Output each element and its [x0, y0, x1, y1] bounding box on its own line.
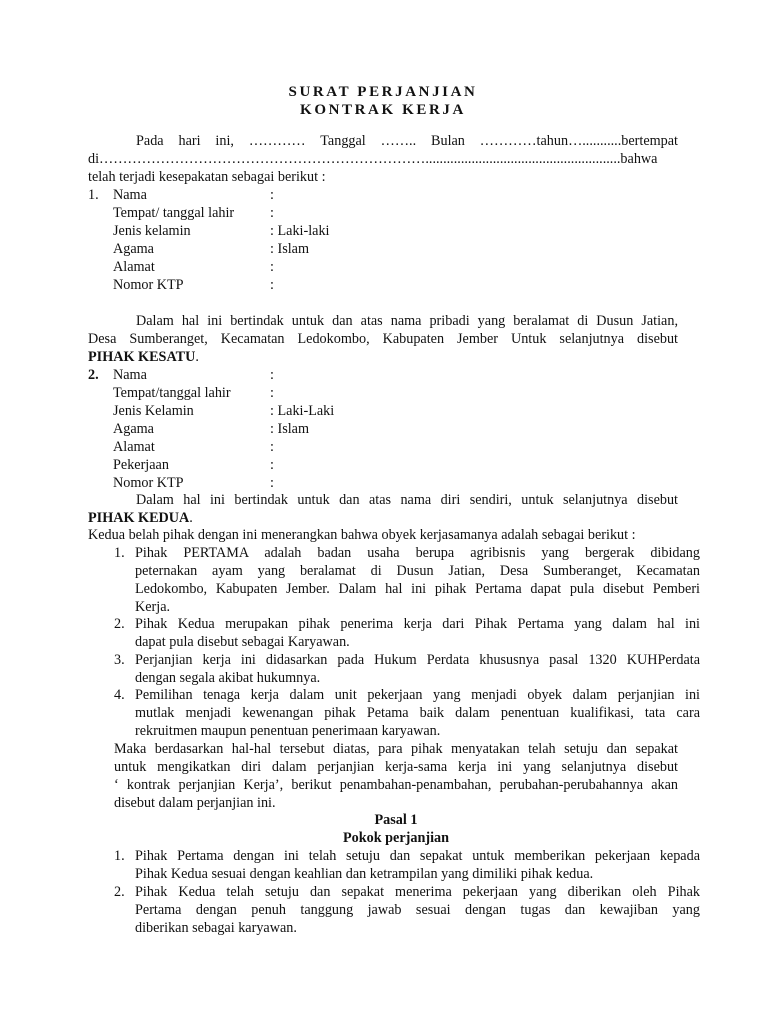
field-label: Nama	[113, 367, 147, 383]
list-line: Pihak Pertama dengan ini telah setuju dan sepakat untuk memberikan pekerjaan kepada	[135, 848, 700, 864]
field-value: :	[270, 205, 274, 221]
list-line: dengan segala akibat hukumnya.	[135, 670, 321, 686]
field-label: Nama	[113, 187, 147, 203]
party2-row-name	[88, 367, 678, 385]
party2-row-religion	[88, 421, 678, 439]
list-number: 2.	[114, 884, 125, 900]
field-label: Jenis Kelamin	[113, 403, 194, 419]
closing-line-3: ‘ kontrak perjanjian Kerja’, berikut penambahan-penambahan, perubahan-perubahannya akan	[114, 777, 678, 793]
party1-row-religion	[88, 241, 678, 259]
field-label: Tempat/tanggal lahir	[113, 385, 231, 401]
party2-role-end: .	[189, 510, 193, 526]
list-line: Pihak Kedua sesuai dengan keahlian dan ketrampilan yang dimiliki pihak kedua.	[135, 866, 594, 882]
list-line: mutlak menjadi kewenangan pihak Petama baik dalam penentuan kualifikasi, tata cara	[135, 705, 700, 721]
field-label: Pekerjaan	[113, 457, 169, 473]
party1-role-line	[88, 349, 678, 367]
party2-row-address	[88, 439, 678, 457]
list-number: 3.	[114, 652, 125, 668]
field-value: :	[270, 367, 274, 383]
field-label: Agama	[113, 241, 154, 257]
party1-row-gender	[88, 223, 678, 241]
field-value: : Islam	[270, 241, 310, 257]
party2-row-gender	[88, 403, 678, 421]
list-number: 2.	[114, 616, 125, 632]
list-line: Pemilihan tenaga kerja dalam unit pekerjaan yang menjadi obyek dalam perjanjian ini	[135, 687, 700, 703]
party1-row-ktp	[88, 277, 678, 295]
field-value: : Islam	[270, 421, 310, 437]
closing-line-4: disebut dalam perjanjian ini.	[114, 795, 276, 811]
field-label: Tempat/ tanggal lahir	[113, 205, 235, 221]
party2-role-line	[88, 510, 678, 528]
party1-row-address	[88, 259, 678, 277]
party2-number: 2.	[88, 367, 99, 383]
pasal-heading: Pasal 1	[374, 812, 418, 828]
field-value: :	[270, 475, 274, 491]
field-value: :	[270, 439, 274, 455]
party1-paragraph-line-1: Dalam hal ini bertindak untuk dan atas nama pribadi yang beralamat di Dusun Jatian,	[136, 313, 678, 329]
party1-number: 1.	[88, 187, 99, 203]
field-label: Alamat	[113, 259, 155, 275]
list-line: Kerja.	[135, 599, 171, 615]
field-value: :	[270, 457, 274, 473]
closing-line-1: Maka berdasarkan hal-hal tersebut diatas, para pihak menyatakan telah setuju dan sepakat	[114, 741, 678, 757]
list-line: Pertama dengan penuh tanggung jawab sesuai dengan tugas dan kewajiban yang	[135, 902, 700, 918]
list-line: dapat pula disebut sebagai Karyawan.	[135, 634, 350, 650]
list-line: Perjanjian kerja ini didasarkan pada Hukum Perdata khususnya pasal 1320 KUHPerdata	[135, 652, 700, 668]
closing-line-2: untuk mengikatkan diri dalam perjanjian kerja-sama kerja ini yang selanjutnya disebut	[114, 759, 678, 775]
list-number: 1.	[114, 848, 125, 864]
party1-paragraph-line-2: Desa Sumberanget, Kecamatan Ledokombo, Kabupaten Jember Untuk selanjutnya disebut	[88, 331, 678, 347]
pasal-subheading: Pokok perjanjian	[342, 830, 450, 846]
field-label: Jenis kelamin	[113, 223, 191, 239]
list-line: Ledokombo, Kabupaten Jember. Dalam hal ini pihak Pertama dapat pula disebut Pemberi	[135, 581, 700, 597]
field-label: Alamat	[113, 439, 155, 455]
intro-line-1: Pada hari ini, ………… Tanggal …….. Bulan …………tahun…...........bertempat	[136, 133, 678, 149]
party1-role-end: .	[195, 349, 199, 365]
party2-row-occupation	[88, 457, 678, 475]
field-value: :	[270, 277, 274, 293]
field-value: : Laki-Laki	[270, 403, 335, 419]
field-label: Nomor KTP	[113, 475, 184, 491]
agreement-intro: Kedua belah pihak dengan ini menerangkan bahwa obyek kerjasamanya adalah sebagai berikut :	[88, 527, 636, 543]
party1-row-birth	[88, 205, 678, 223]
party2-row-birth	[88, 385, 678, 403]
field-label: Agama	[113, 421, 154, 437]
party2-row-ktp	[88, 475, 678, 493]
document-subtitle: KONTRAK KERJA	[300, 102, 466, 118]
list-line: Pihak Kedua telah setuju dan sepakat menerima pekerjaan yang diberikan oleh Pihak	[135, 884, 700, 900]
list-line: rekruitmen maupun penentuan penerimaan karyawan.	[135, 723, 441, 739]
party1-role: PIHAK KESATU	[88, 349, 196, 365]
field-value: : Laki-laki	[270, 223, 330, 239]
list-line: Pihak Kedua merupakan pihak penerima kerja dari Pihak Pertama yang dalam hal ini	[135, 616, 700, 632]
list-number: 1.	[114, 545, 125, 561]
field-value: :	[270, 259, 274, 275]
field-value: :	[270, 187, 274, 203]
party2-role: PIHAK KEDUA	[88, 510, 190, 526]
list-line: Pihak PERTAMA adalah badan usaha berupa agribisnis yang bergerak dibidang	[135, 545, 700, 561]
intro-line-2: di…………………………………………………………….......................................................bahwa	[88, 151, 658, 167]
field-label: Nomor KTP	[113, 277, 184, 293]
field-value: :	[270, 385, 274, 401]
party1-row-name	[88, 187, 678, 205]
list-line: diberikan sebagai karyawan.	[135, 920, 297, 936]
party2-paragraph-line-1: Dalam hal ini bertindak untuk dan atas nama diri sendiri, untuk selanjutnya disebut	[136, 492, 678, 508]
document-title: SURAT PERJANJIAN	[288, 84, 478, 100]
list-line: peternakan ayam yang beralamat di Dusun Jatian, Desa Sumberanget, Kecamatan	[135, 563, 700, 579]
list-number: 4.	[114, 687, 125, 703]
intro-line-3: telah terjadi kesepakatan sebagai berikut :	[88, 169, 326, 185]
